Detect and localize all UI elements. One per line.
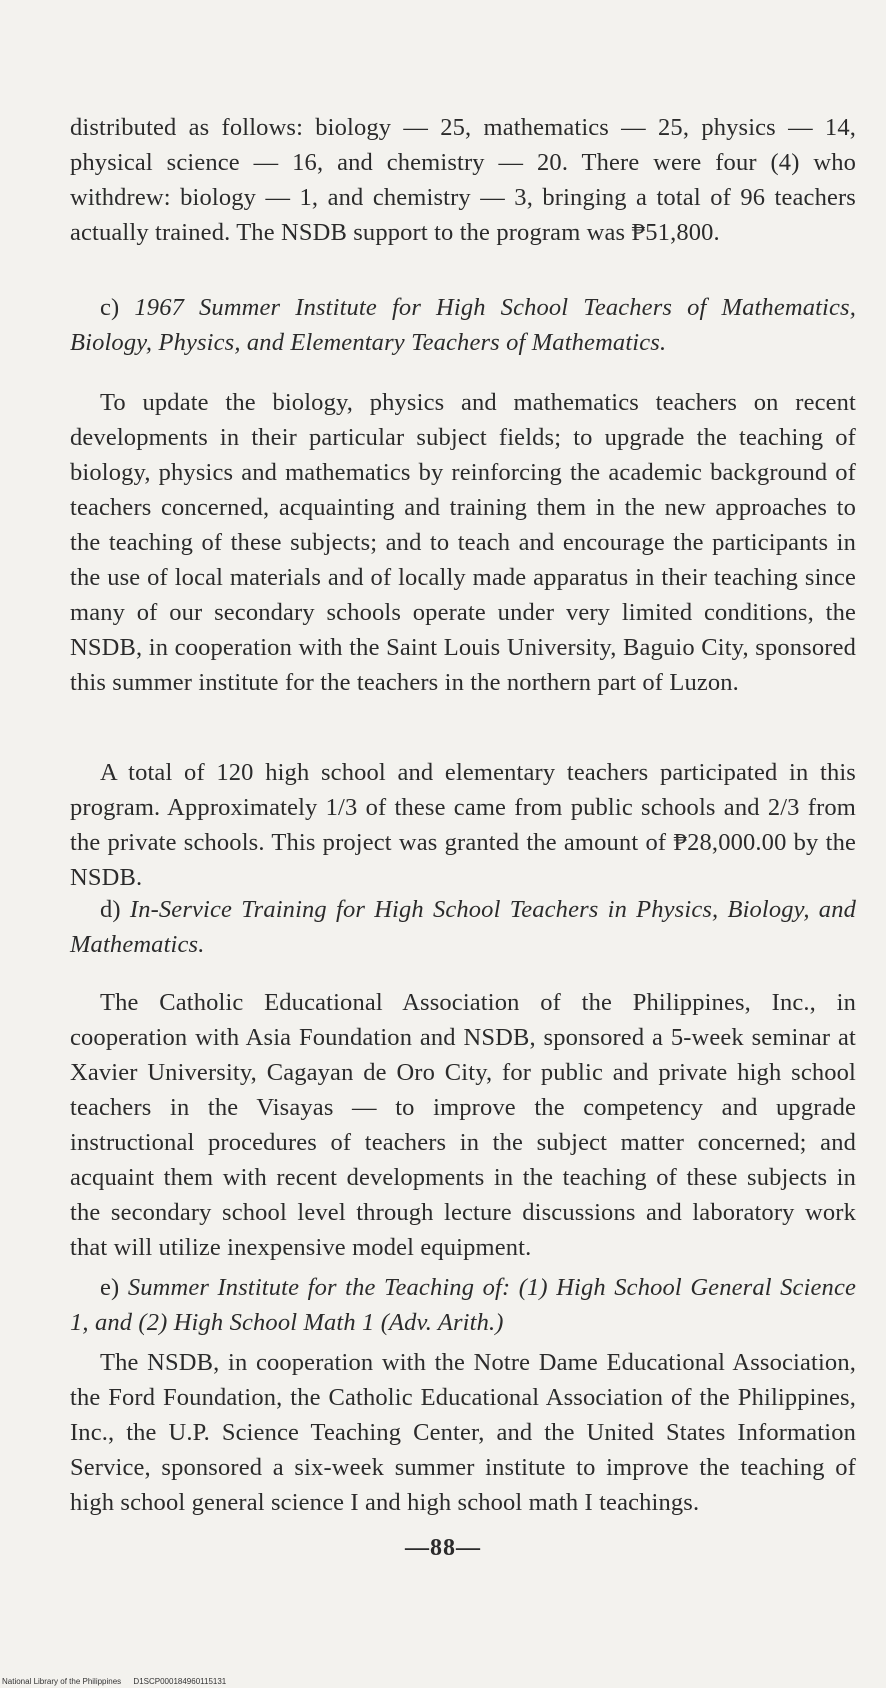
- library-name: National Library of the Philippines: [2, 1677, 122, 1686]
- section-e-body: [70, 1345, 856, 1520]
- paragraph-objectives: To update the biology, physics and mathematics teachers on recent developments in their particular subject fields; to upgrade the teaching of biology, physics and mathematics by reinforcing the academic background of teachers concerned, acquainting and training them in the new approaches to the teaching of these subjects; and to teach and encourage the participants in the use of local materials and of locally made apparatus in their teaching since many of our secondary schools operate under very limited conditions, the NSDB, in cooperation with the Saint Louis University, Baguio City, sponsored this summer institute for the teachers in the northern part of Luzon.: [70, 389, 856, 696]
- section-c-marker: c): [100, 294, 120, 321]
- section-c-heading: [70, 290, 856, 360]
- paragraph-seminar: The Catholic Educational Association of the Philippines, Inc., in cooperation with Asia Foundation and NSDB, sponsored a 5-week seminar at Xavier University, Cagayan de Oro City, for public and private high school teachers in the Visayas — to improve the competency and upgrade instructional procedures of teachers in the subject matter concerned; and acquaint them with recent developments in the teaching of these subjects in the secondary school level through lecture discussions and laboratory work that will utilize inexpensive model equipment.: [70, 989, 856, 1261]
- paragraph-participants: A total of 120 high school and elementary teachers participated in this program. Approximately 1/3 of these came from public schools and 2/3 from the private schools. This project was granted the amount of ₱28,000.00 by the NSDB.: [70, 759, 856, 891]
- body-text: [70, 110, 856, 250]
- page-number: —88—: [405, 1535, 481, 1561]
- section-c-title: 1967 Summer Institute for High School Teachers of Mathematics, Biology, Physics, and Elementary Teachers of Mathematics.: [70, 294, 856, 356]
- section-e-heading: [70, 1270, 856, 1340]
- section-c-body: [70, 385, 856, 700]
- section-d-heading: [70, 892, 856, 962]
- section-d-marker: d): [100, 896, 121, 923]
- section-e-title: Summer Institute for the Teaching of: (1) High School General Science 1, and (2) High School Math 1 (Adv. Arith.): [70, 1274, 856, 1336]
- paragraph-institute: The NSDB, in cooperation with the Notre Dame Educational Association, the Ford Foundation, the Catholic Educational Association of the Philippines, Inc., the U.P. Science Teaching Center, and the United States Information Service, sponsored a six-week summer institute to improve the teaching of high school general science I and high school math I teachings.: [70, 1349, 856, 1516]
- section-c-participants: [70, 755, 856, 895]
- paragraph-intro: distributed as follows: biology — 25, mathematics — 25, physics — 14, physical science — 16, and chemistry — 20. There were four (4) who withdrew: biology — 1, and chemistry — 3, bringing a total of 96 teachers actually trained. The NSDB support to the program was ₱51,800.: [70, 114, 856, 246]
- section-d-title: In-Service Training for High School Teachers in Physics, Biology, and Mathematics.: [70, 896, 856, 958]
- scan-credit: [2, 1677, 226, 1686]
- section-d-body: [70, 985, 856, 1265]
- section-e-marker: e): [100, 1274, 120, 1301]
- scan-reference: D1SCP000184960115131: [133, 1677, 227, 1686]
